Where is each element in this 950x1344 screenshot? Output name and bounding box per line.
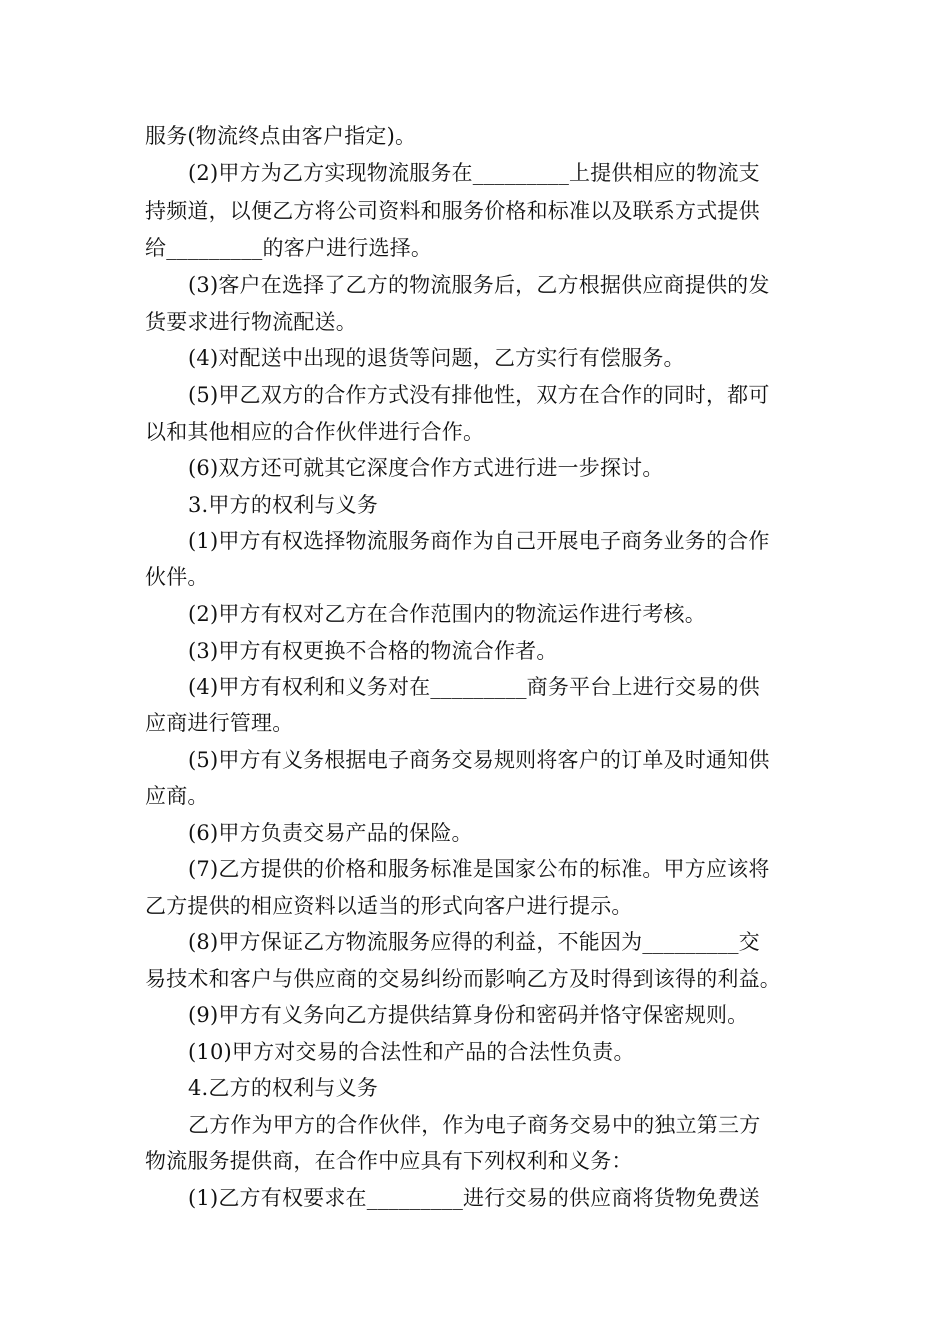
text-line: (4)甲方有权利和义务对在_________商务平台上进行交易的供 xyxy=(188,675,760,699)
text-line: 易技术和客户与供应商的交易纠纷而影响乙方及时得到该得的利益。 xyxy=(145,967,781,991)
text-line: 应商。 xyxy=(145,784,209,808)
text-line: (8)甲方保证乙方物流服务应得的利益，不能因为_________交 xyxy=(188,930,760,954)
text-line: (6)甲方负责交易产品的保险。 xyxy=(188,821,473,845)
text-line: 乙方作为甲方的合作伙伴，作为电子商务交易中的独立第三方 xyxy=(188,1113,761,1137)
text-line: (5)甲方有义务根据电子商务交易规则将客户的订单及时通知供 xyxy=(188,748,770,772)
text-line: (2)甲方为乙方实现物流服务在_________上提供相应的物流支 xyxy=(188,161,760,185)
text-line: (3)甲方有权更换不合格的物流合作者。 xyxy=(188,639,558,663)
text-line: 物流服务提供商，在合作中应具有下列权利和义务： xyxy=(145,1149,633,1173)
text-line: (2)甲方有权对乙方在合作范围内的物流运作进行考核。 xyxy=(188,602,706,626)
text-line: (7)乙方提供的价格和服务标准是国家公布的标准。甲方应该将 xyxy=(188,857,770,881)
text-line: 货要求进行物流配送。 xyxy=(145,310,357,334)
section-heading: 4.乙方的权利与义务 xyxy=(188,1076,379,1100)
text-line: 服务(物流终点由客户指定)。 xyxy=(145,124,417,148)
text-line: (10)甲方对交易的合法性和产品的合法性负责。 xyxy=(188,1040,635,1064)
text-line: 伙伴。 xyxy=(145,565,209,589)
text-line: (3)客户在选择了乙方的物流服务后，乙方根据供应商提供的发 xyxy=(188,273,770,297)
text-line: 给_________的客户进行选择。 xyxy=(145,236,433,260)
text-line: 应商进行管理。 xyxy=(145,711,294,735)
text-line: (9)甲方有义务向乙方提供结算身份和密码并恪守保密规则。 xyxy=(188,1003,749,1027)
section-heading: 3.甲方的权利与义务 xyxy=(188,493,379,517)
text-line: (1)乙方有权要求在_________进行交易的供应商将货物免费送 xyxy=(188,1186,760,1210)
text-line: (6)双方还可就其它深度合作方式进行进一步探讨。 xyxy=(188,456,664,480)
text-line: 乙方提供的相应资料以适当的形式向客户进行提示。 xyxy=(145,894,633,918)
text-line: 以和其他相应的合作伙伴进行合作。 xyxy=(145,420,485,444)
text-line: (5)甲乙双方的合作方式没有排他性，双方在合作的同时，都可 xyxy=(188,383,770,407)
text-line: (1)甲方有权选择物流服务商作为自己开展电子商务业务的合作 xyxy=(188,529,770,553)
text-line: 持频道，以便乙方将公司资料和服务价格和标准以及联系方式提供 xyxy=(145,199,760,223)
text-line: (4)对配送中出现的退货等问题，乙方实行有偿服务。 xyxy=(188,346,685,370)
